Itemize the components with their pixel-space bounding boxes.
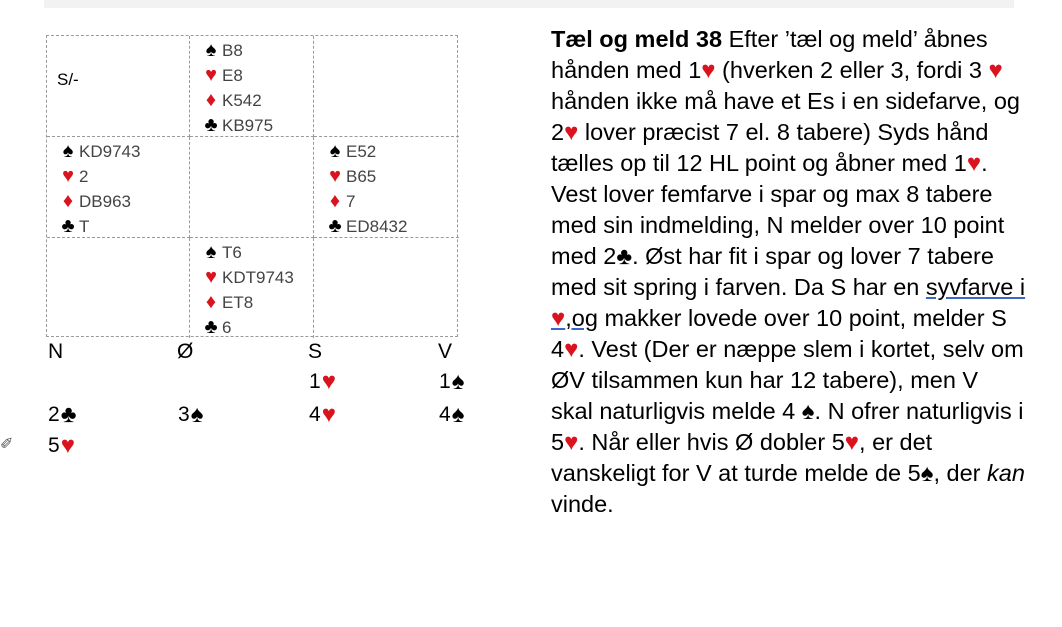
heart-icon: ♥: [321, 368, 336, 395]
south-spades: T6: [222, 243, 242, 262]
spellcheck-underlined-text[interactable]: ,og: [565, 305, 598, 331]
south-clubs: 6: [222, 318, 232, 337]
title: Tæl og meld 38: [551, 26, 723, 52]
club-icon: ♣: [328, 215, 342, 237]
top-bar: [44, 0, 1014, 8]
north-hand: [200, 38, 273, 138]
club-icon: ♣: [204, 316, 218, 338]
east-clubs: ED8432: [346, 217, 408, 236]
diamond-icon: ♦: [205, 291, 217, 313]
west-cell: [47, 137, 190, 238]
east-hearts: B65: [346, 167, 377, 186]
spellcheck-underlined-text[interactable]: syvfarve i: [925, 274, 1026, 300]
pen-cursor-icon: ✐: [0, 436, 14, 453]
south-cell: [190, 238, 314, 338]
north-spades: B8: [222, 41, 243, 60]
east-spades: E52: [346, 142, 377, 161]
center-cell: [190, 137, 314, 238]
heart-icon: ♥: [844, 429, 860, 456]
north-hearts: E8: [222, 66, 243, 85]
east-diamonds: 7: [346, 192, 356, 211]
south-hearts: KDT9743: [222, 268, 294, 287]
west-hearts: 2: [79, 167, 89, 186]
south-diamonds: ET8: [222, 293, 254, 312]
west-clubs: T: [79, 217, 90, 236]
west-spades: KD9743: [79, 142, 141, 161]
spade-icon: ♠: [205, 241, 217, 263]
heart-icon: ♥: [205, 64, 217, 86]
bridge-diagram: [46, 35, 458, 337]
club-icon: ♣: [61, 215, 75, 237]
south-hand: [200, 240, 294, 340]
bid-call: 2 ♣: [48, 401, 77, 428]
bid-call: 1 ♠: [439, 368, 465, 395]
bid-call: 5 ♥: [48, 432, 75, 459]
bid-header-west: V: [438, 340, 453, 363]
bid-header-east: Ø: [177, 340, 194, 363]
west-hand: [57, 139, 140, 239]
diamond-icon: ♦: [329, 190, 341, 212]
west-diamonds: DB963: [79, 192, 131, 211]
bid-header-south: S: [308, 340, 323, 363]
bid-call: 1 ♥: [309, 368, 336, 395]
vulnerability-label: S/-: [57, 70, 79, 89]
empty-cell: [314, 238, 459, 338]
spade-icon: ♠: [451, 401, 465, 428]
heart-icon: ♥: [988, 57, 1003, 84]
diamond-icon: ♦: [205, 89, 217, 111]
heart-icon: ♥: [564, 429, 579, 456]
heart-icon: ♥: [564, 119, 579, 146]
empty-cell: [47, 238, 190, 338]
bid-call: 4 ♠: [439, 401, 465, 428]
north-diamonds: K542: [222, 91, 262, 110]
east-cell: [314, 137, 459, 238]
club-icon: ♣: [616, 243, 633, 270]
spade-icon: ♠: [205, 39, 217, 61]
north-cell: [190, 36, 314, 137]
diamond-icon: ♦: [62, 190, 74, 212]
east-hand: [324, 139, 407, 239]
spade-icon: ♠: [190, 401, 204, 428]
spade-icon: ♠: [920, 460, 934, 487]
heart-icon: ♥: [205, 266, 217, 288]
heart-icon: ♥: [321, 401, 336, 428]
bid-header-north: N: [48, 340, 64, 363]
heart-icon: ♥: [551, 305, 566, 332]
north-clubs: KB975: [222, 116, 274, 135]
empty-cell: [314, 36, 459, 137]
commentary-paragraph: Tæl og meld 38 Efter ’tæl og meld’ åbnes hånden med 1♥ (hverken 2 eller 3, fordi 3 ♥ hånden ikke må have et Es i en sidefarve, og 2♥ lover præcist 7 el. 8 tabere) Syds hånd tælles op til 12 HL point og åbner med 1♥. Vest lover femfarve i spar og max 8 tabere med sin indmelding, N melder over 10 point med 2♣. Øst har fit i spar og lover 7 tabere med sit spring i farven. Da S har en syvfarve i ♥,og makker lovede over 10 point, melder S 4♥. Vest (Der er næppe slem i kortet, selv om ØV tilsammen kun har 12 tabere), men V skal naturligvis melde 4 ♠. N ofrer naturligvis i 5♥. Når eller hvis Ø dobler 5♥, er det vanskeligt for V at turde melde de 5♠, der kan vinde.: [551, 26, 1026, 517]
spade-icon: ♠: [329, 140, 341, 162]
heart-icon: ♥: [564, 336, 579, 363]
spade-icon: ♠: [451, 368, 465, 395]
heart-icon: ♥: [701, 57, 716, 84]
bid-call: 4 ♥: [309, 401, 336, 428]
heart-icon: ♥: [60, 432, 75, 459]
heart-icon: ♥: [62, 165, 74, 187]
heart-icon: ♥: [966, 150, 982, 177]
club-icon: ♣: [204, 114, 218, 136]
spade-icon: ♠: [801, 398, 815, 425]
spade-icon: ♠: [62, 140, 74, 162]
bid-call: 3 ♠: [178, 401, 204, 428]
club-icon: ♣: [60, 401, 77, 428]
vulnerability-cell: [47, 36, 190, 137]
heart-icon: ♥: [329, 165, 341, 187]
